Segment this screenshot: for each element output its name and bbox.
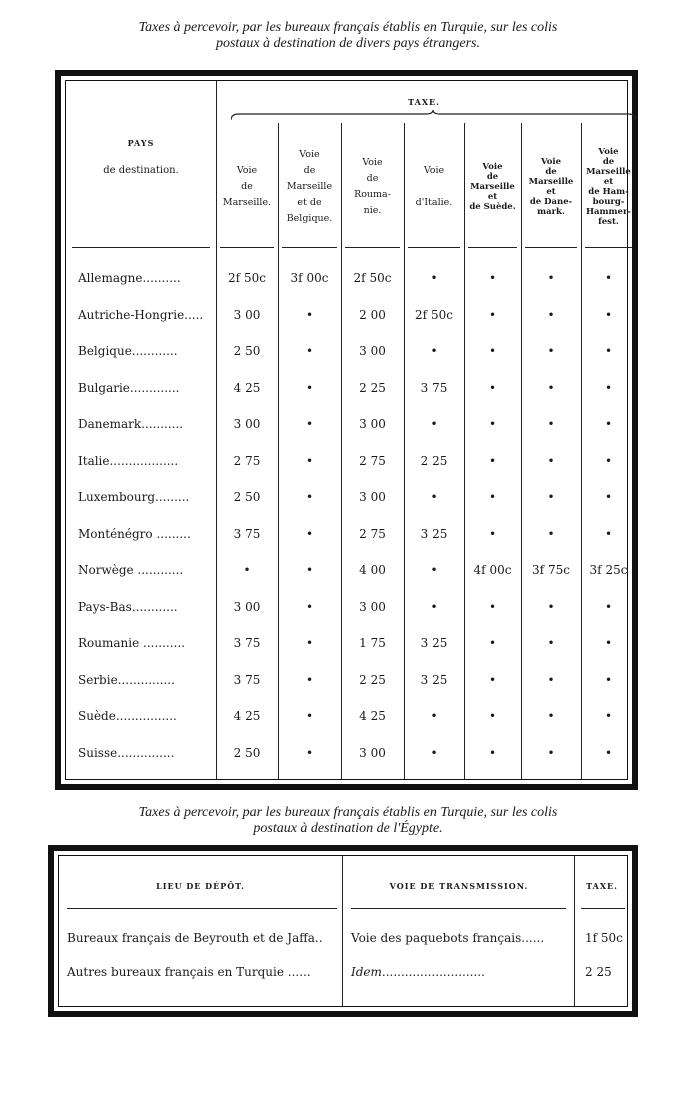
rate-cell: • — [488, 453, 497, 468]
tariff-table-egypt — [48, 845, 638, 1017]
caption-1-line-2: postaux à destination de divers pays étrangers. — [215, 36, 481, 51]
rate-cell: 2 50 — [233, 490, 261, 504]
rate-cell: • — [547, 526, 555, 541]
rate-cell: • — [547, 271, 555, 285]
header-voie: VOIE DE TRANSMISSION. — [389, 881, 529, 891]
rate-cell: • — [305, 307, 314, 322]
rate-cell: • — [604, 526, 613, 541]
column-header: Voie de Marseille et de Ham- bourg- Hammer- fest. — [586, 147, 631, 227]
rate-cell: • — [488, 417, 497, 431]
row-2-lieu: Autres bureaux français en Turquie ...... — [67, 965, 311, 979]
country-label: Autriche-Hongrie..... — [78, 307, 204, 322]
country-label: Allemagne.......... — [78, 271, 181, 285]
rate-cell: • — [547, 307, 555, 322]
rate-cell: • — [305, 417, 314, 431]
rate-cell: 3f 00c — [290, 271, 329, 285]
rate-cell: • — [430, 271, 438, 285]
rate-cell: 3 25 — [420, 636, 448, 650]
column-header: Voie d'Italie. — [415, 165, 453, 208]
rate-cell: 3f 25c — [589, 563, 628, 577]
rate-cell: 2 75 — [359, 453, 386, 468]
col-divider — [342, 856, 343, 1006]
column-header: Voie de Marseille et de Belgique. — [286, 149, 333, 224]
column-header: Voie de Marseille et de Dane- mark. — [528, 157, 574, 217]
country-label: Bulgarie............. — [78, 380, 180, 395]
header-rule — [585, 247, 632, 248]
rate-cell: 4 00 — [359, 563, 386, 577]
rate-cell: 2 25 — [359, 672, 386, 687]
rate-cell: 3 00 — [233, 599, 261, 614]
rate-cell: 3 25 — [420, 672, 448, 687]
rate-cell: • — [305, 563, 314, 577]
column-header: Voie de Marseille et de Suède. — [469, 162, 516, 212]
rate-cell: • — [430, 599, 438, 614]
header-rule — [408, 247, 460, 248]
rate-cell: • — [547, 344, 555, 358]
rate-cell: • — [547, 672, 555, 687]
rate-cell: 3 75 — [233, 636, 261, 650]
country-label: Monténégro ......... — [78, 526, 191, 541]
rate-cell: • — [547, 599, 555, 614]
header-rule — [67, 908, 337, 909]
rate-cell: • — [488, 526, 497, 541]
rate-cell: • — [547, 709, 555, 723]
rate-cell: • — [488, 307, 497, 322]
rate-cell: 3 25 — [420, 526, 448, 541]
rate-cell: 2 25 — [359, 380, 386, 395]
caption-1-line-1: Taxes à percevoir, par les bureaux français établis en Turquie, sur les colis — [138, 20, 558, 35]
rate-cell: • — [488, 672, 497, 687]
header-rule — [581, 908, 625, 909]
header-rule — [220, 247, 274, 248]
rate-cell: • — [243, 563, 251, 577]
rate-cell: • — [604, 417, 613, 431]
rate-cell: 3f 75c — [532, 563, 570, 577]
row-1-taxe: 1f 50c — [585, 931, 623, 945]
rate-cell: • — [604, 709, 613, 723]
rate-cell: • — [604, 490, 613, 504]
rate-cell: • — [604, 672, 613, 687]
caption-1 — [0, 20, 696, 52]
rate-cell: 3 75 — [233, 526, 261, 541]
rate-cell: 2 75 — [359, 526, 386, 541]
header-rule — [72, 247, 210, 248]
rate-cell: 3 00 — [359, 599, 386, 614]
rate-cell: 3 00 — [359, 745, 386, 760]
country-label: Luxembourg......... — [78, 490, 190, 504]
header-rule — [525, 247, 577, 248]
rate-cell: • — [547, 453, 555, 468]
rate-cell: 3 00 — [233, 417, 261, 431]
header-rule — [468, 247, 517, 248]
rate-cell: • — [604, 344, 613, 358]
header-taxe: TAXE. — [586, 881, 618, 891]
rate-cell: 4 25 — [233, 709, 261, 723]
rate-cell: 2f 50c — [415, 307, 453, 322]
rate-cell: 4 25 — [359, 709, 386, 723]
rate-cell: 2 50 — [233, 745, 261, 760]
country-label: Belgique............ — [78, 344, 178, 358]
country-label: Serbie............... — [78, 672, 175, 687]
country-label: Suède................ — [78, 709, 177, 723]
rate-cell: • — [604, 636, 613, 650]
caption-2-line-2: postaux à destination de l'Égypte. — [253, 821, 443, 836]
pays-header-subtitle: de destination. — [103, 165, 179, 176]
country-label: Danemark........... — [78, 417, 184, 431]
rate-cell: • — [604, 745, 613, 760]
tariff-table-inner — [65, 80, 631, 780]
tariff-table-egypt-inner — [58, 855, 628, 1007]
header-rule — [345, 247, 400, 248]
rate-cell: 1 75 — [359, 636, 386, 650]
rate-cell: • — [430, 563, 438, 577]
col-divider — [574, 856, 575, 1006]
taxe-header: TAXE. — [408, 97, 440, 107]
tariff-table-countries — [55, 70, 638, 790]
rate-cell: • — [305, 745, 314, 760]
rate-cell: • — [305, 490, 314, 504]
rate-cell: • — [305, 380, 314, 395]
rate-cell: 2 25 — [420, 453, 448, 468]
rate-cell: 3 75 — [420, 380, 448, 395]
rate-cell: 3 00 — [359, 417, 386, 431]
rate-cell: • — [547, 490, 555, 504]
rate-cell: • — [604, 307, 613, 322]
rate-cell: 4 25 — [233, 380, 261, 395]
rate-cell: • — [305, 344, 314, 358]
rate-cell: 4f 00c — [473, 563, 512, 577]
row-1-voie: Voie des paquebots français...... — [351, 931, 545, 945]
caption-2-line-1: Taxes à percevoir, par les bureaux français établis en Turquie, sur les colis — [138, 805, 558, 820]
rate-cell: • — [305, 453, 314, 468]
caption-2 — [0, 805, 696, 837]
rate-cell: • — [430, 490, 438, 504]
rate-cell: 2f 50c — [353, 271, 392, 285]
rate-cell: • — [488, 490, 497, 504]
rate-cell: • — [547, 417, 555, 431]
rate-cell: • — [430, 709, 438, 723]
rate-cell: • — [488, 344, 497, 358]
pays-header — [66, 136, 216, 178]
rate-cell: • — [547, 745, 555, 760]
rate-cell: • — [604, 380, 613, 395]
country-label: Roumanie ........... — [78, 636, 185, 650]
rate-cell: • — [488, 745, 497, 760]
rate-cell: • — [488, 636, 497, 650]
rate-cell: • — [547, 636, 555, 650]
rate-cell: • — [305, 709, 314, 723]
rate-cell: • — [488, 599, 497, 614]
rate-cell: 2 00 — [359, 307, 386, 322]
rate-cell: • — [604, 599, 613, 614]
rate-cell: 2f 50c — [228, 271, 266, 285]
rate-cell: 3 00 — [359, 490, 386, 504]
rate-cell: • — [604, 271, 613, 285]
rate-cell: • — [488, 380, 497, 395]
row-2-voie: Idem........................... — [351, 965, 485, 979]
row-1-lieu: Bureaux français de Beyrouth et de Jaffa.. — [67, 931, 323, 945]
rate-cell: 2 50 — [233, 344, 261, 358]
rate-cell: • — [488, 709, 497, 723]
rate-cell: • — [305, 636, 314, 650]
rate-cell: • — [430, 344, 438, 358]
rate-cell: • — [604, 453, 613, 468]
row-2-taxe: 2 25 — [585, 965, 612, 979]
rate-cell: 3 00 — [359, 344, 386, 358]
header-rule — [282, 247, 337, 248]
country-label: Norwège ............ — [78, 563, 184, 577]
rate-cell: • — [430, 745, 438, 760]
rate-cell: • — [305, 672, 314, 687]
country-label: Suisse............... — [78, 745, 175, 760]
taxe-brace — [231, 110, 636, 120]
country-label: Pays-Bas............ — [78, 599, 178, 614]
pays-header-title: PAYS — [127, 138, 155, 148]
column-header: Voie de Rouma- nie. — [354, 157, 391, 216]
rate-cell: • — [430, 417, 438, 431]
header-rule — [351, 908, 566, 909]
rate-cell: • — [547, 380, 555, 395]
rate-cell: 2 75 — [233, 453, 261, 468]
column-header: Voie de Marseille. — [222, 165, 272, 208]
rate-cell: • — [305, 526, 314, 541]
country-label: Italie.................. — [78, 453, 179, 468]
header-lieu: LIEU DE DÉPÔT. — [156, 881, 245, 891]
rate-cell: • — [488, 271, 497, 285]
rate-cell: 3 75 — [233, 672, 261, 687]
rate-cell: 3 00 — [233, 307, 261, 322]
rate-cell: • — [305, 599, 314, 614]
